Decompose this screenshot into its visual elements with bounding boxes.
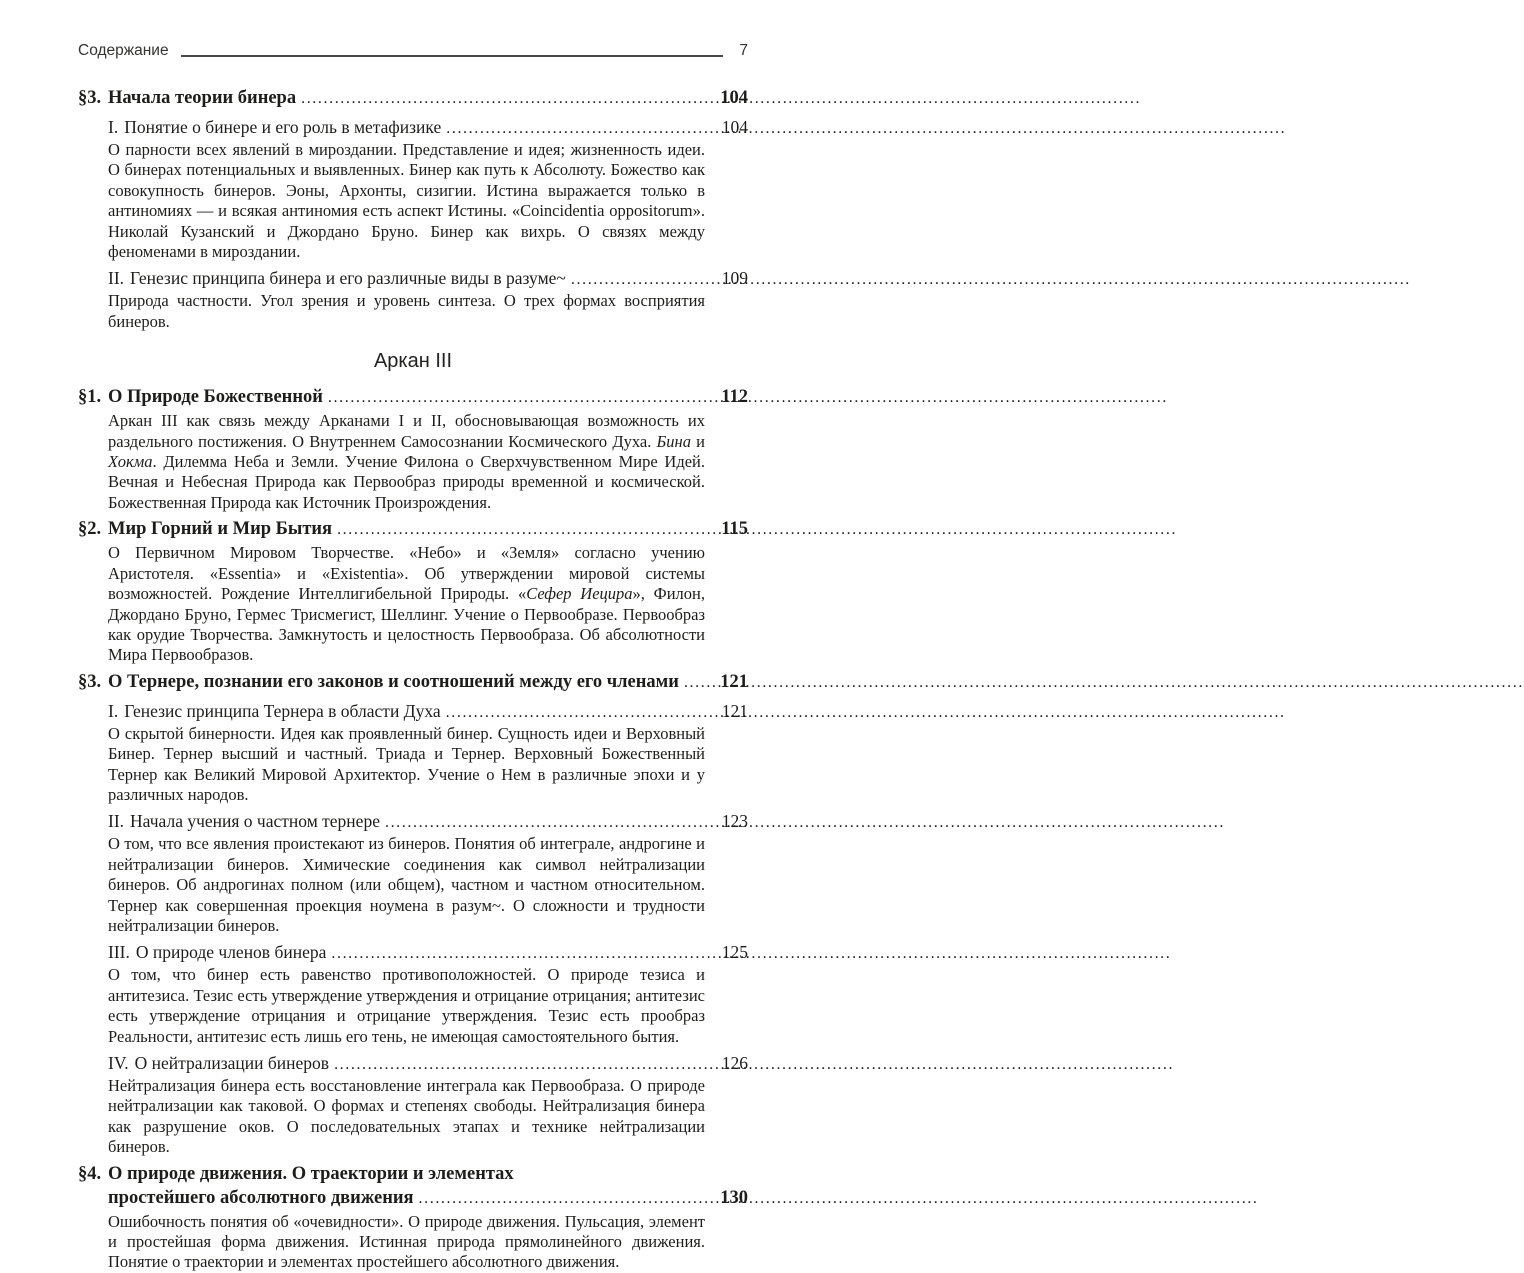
dot-leader [328, 385, 700, 410]
toc-subentry-line [108, 701, 748, 723]
subentry-description: О парности всех явлений в мироздании. Представление и идея; жизненность идеи. О бинерах потенциальных и выявленных. Бинер как путь к Абсолюту. Божество как совокупность бинеров. Эоны, Архонты, сизигии. Истина выражается только в антиномиях — и всякая антиномия есть аспект Истины. «Coincidentia oppositorum». Николай Кузанский и Джордано Бруно. Бинер как вихрь. О связях между феноменами в мироздании. [108, 140, 705, 262]
dot-leader [334, 1053, 700, 1075]
section-page-number: 130 [720, 1187, 748, 1208]
toc-section-line [78, 385, 748, 410]
toc-subentry-nachala-ucheniya-o-chastnom-ternere [78, 811, 748, 936]
running-head-page-number: 7 [739, 42, 748, 59]
part-heading-arkan-iii: Аркан III [373, 350, 453, 373]
toc-subentry-line [108, 811, 748, 833]
toc-section-line-2 [78, 1186, 748, 1211]
subentry-page-number: 104 [721, 117, 748, 137]
subentry-numeral: II. [108, 811, 125, 832]
toc-section-line [78, 86, 748, 111]
subentry-page-number: 126 [721, 1053, 748, 1073]
subentry-page-number: 121 [721, 700, 748, 721]
section-label: §4. [78, 1163, 102, 1184]
dot-leader [331, 942, 700, 964]
toc-subentry-genezis-ternera [78, 701, 748, 806]
subentry-title: Начала учения о частном тернере [130, 811, 380, 832]
section-title-line-2: простейшего абсолютного движения [108, 1187, 414, 1208]
running-head-rule [181, 55, 724, 57]
subentry-numeral: I. [108, 700, 119, 721]
subentry-description: Природа частности. Угол зрения и уровень синтеза. О трех формах восприятия бинеров. [108, 291, 705, 331]
subentry-description: Нейтрализация бинера есть восстановление интеграла как Первообраза. О природе нейтрализации как таковой. О формах и степенях свободы. Нейтрализация бинера как разрушение оков. О последовательных этапах и технике нейтрализации бинеров. [108, 1076, 705, 1157]
section-title-line-1: О природе движения. О траектории и элементах [108, 1163, 514, 1184]
subentry-description: О том, что бинер есть равенство противоположностей. О природе тезиса и антитезиса. Тезис есть утверждение утверждения и отрицание отрицания; антитезис есть утверждение отрицания и отрицание утверждения. Тезис есть прообраз Реальности, антитезис есть лишь его тень, не имеющая самостоятельного бытия. [108, 965, 705, 1046]
subentry-title: О нейтрализации бинеров [134, 1053, 330, 1073]
section-page-number: 112 [721, 387, 748, 408]
dot-leader [571, 268, 700, 290]
dot-leader [337, 517, 700, 542]
subentry-page-number: 125 [721, 942, 748, 963]
toc-subentry-o-neytralizatsii-binerov [78, 1053, 748, 1158]
toc-subentry-line [108, 117, 748, 139]
subentry-page-number: 123 [721, 811, 748, 832]
subentry-description: О скрытой бинерности. Идея как проявленный бинер. Сущность идеи и Верховный Бинер. Тернер высший и частный. Триада и Тернер. Верховный Божественный Тернер как Великий Мировой Архитектор. Учение о Нем в различные эпохи и у различных народов. [108, 723, 705, 804]
running-head-title: Содержание [78, 42, 169, 59]
section-label: §1. [78, 387, 102, 408]
subentry-numeral: I. [108, 117, 119, 137]
toc-section-o-prirode-dvizheniya [78, 1162, 748, 1273]
section-title: Начала теории бинера [108, 88, 297, 108]
toc-section-line [78, 517, 748, 542]
toc-subentry-line [108, 1053, 748, 1075]
dot-leader [301, 86, 700, 111]
subentry-title: Понятие о бинере и его роль в метафизике [124, 117, 442, 137]
toc-subentry-line [108, 942, 748, 964]
toc-section-o-prirode-bozhestvennoy [78, 385, 748, 513]
section-description: Аркан III как связь между Арканами I и II, обосновывающая возможность их раздельного постижения. О Внутреннем Самосознании Космического Духа. Бина и Хокма. Дилемма Неба и Земли. Учение Филона о Сверхчувственном Мире Идей. Вечная и Небесная Природа как Первообраз природы временной и космической. Божественная Природа как Источник Произрождения. [108, 411, 705, 512]
toc-section-mir-gorniy-i-mir-bytiya [78, 517, 748, 665]
running-head [78, 42, 748, 60]
section-title: О Тернере, познании его законов и соотношений между его членами [108, 671, 679, 692]
subentry-title: Генезис принципа бинера и его различные виды в разуме~ [130, 268, 566, 289]
dot-leader [446, 117, 700, 139]
section-title: О Природе Божественной [108, 387, 323, 408]
subentry-title: Генезис принципа Тернера в области Духа [124, 700, 441, 721]
subentry-numeral: IV. [108, 1053, 129, 1073]
section-description: О Первичном Мировом Творчестве. «Небо» и «Земля» согласно учению Аристотеля. «Essentia» и «Existentia». Об утверждении мировой системы возможностей. Рождение Интеллигибельной Природы. «Сефер Иецира», Филон, Джордано Бруно, Гермес Трисмегист, Шеллинг. Учение о Первообразе. Первообраз как орудие Творчества. Замкнутость и целостность Первообраза. Об абсолютности Мира Первообразов. [108, 543, 705, 665]
toc-subentry-line [108, 268, 748, 290]
subentry-description: О том, что все явления проистекают из бинеров. Понятия об интеграле, андрогине и нейтрализации бинеров. Химические соединения как символ нейтрализации бинеров. Об андрогинах полном (или общем), частном и частном относительном. Тернер как совершенная проекция ноумена в разум~. О сложности и трудности нейтрализации бинеров. [108, 834, 705, 935]
section-description: Ошибочность понятия об «очевидности». О природе движения. Пульсация, элемент и простейшая форма движения. Истинная природа прямолинейного движения. Понятие о траектории и элементах простейшего абсолютного движения. [108, 1211, 705, 1272]
toc-subentry-ponyatie-o-binere [78, 117, 748, 262]
dot-leader [419, 1186, 700, 1211]
section-page-number: 104 [720, 88, 748, 108]
section-label: §3. [78, 671, 102, 692]
section-label: §2. [78, 519, 102, 540]
toc-subentry-genezis-printsipa-binera [78, 268, 748, 332]
dot-leader [684, 670, 700, 695]
dot-leader [385, 811, 700, 833]
section-label: §3. [78, 88, 102, 108]
toc-section-line [78, 670, 748, 695]
subentry-numeral: II. [108, 268, 125, 289]
dot-leader [446, 701, 700, 723]
subentry-numeral: III. [108, 942, 130, 963]
toc-section-o-ternere [78, 670, 748, 1158]
subentry-page-number: 109 [721, 268, 748, 289]
toc-section-nachala-teorii-binera [78, 86, 748, 332]
section-title: Мир Горний и Мир Бытия [108, 519, 333, 540]
toc-section-line-1 [78, 1162, 748, 1186]
toc-subentry-o-prirode-chlenov-binera [78, 942, 748, 1047]
section-page-number: 121 [720, 671, 748, 692]
subentry-title: О природе членов бинера [135, 942, 327, 963]
section-page-number: 115 [721, 519, 748, 540]
